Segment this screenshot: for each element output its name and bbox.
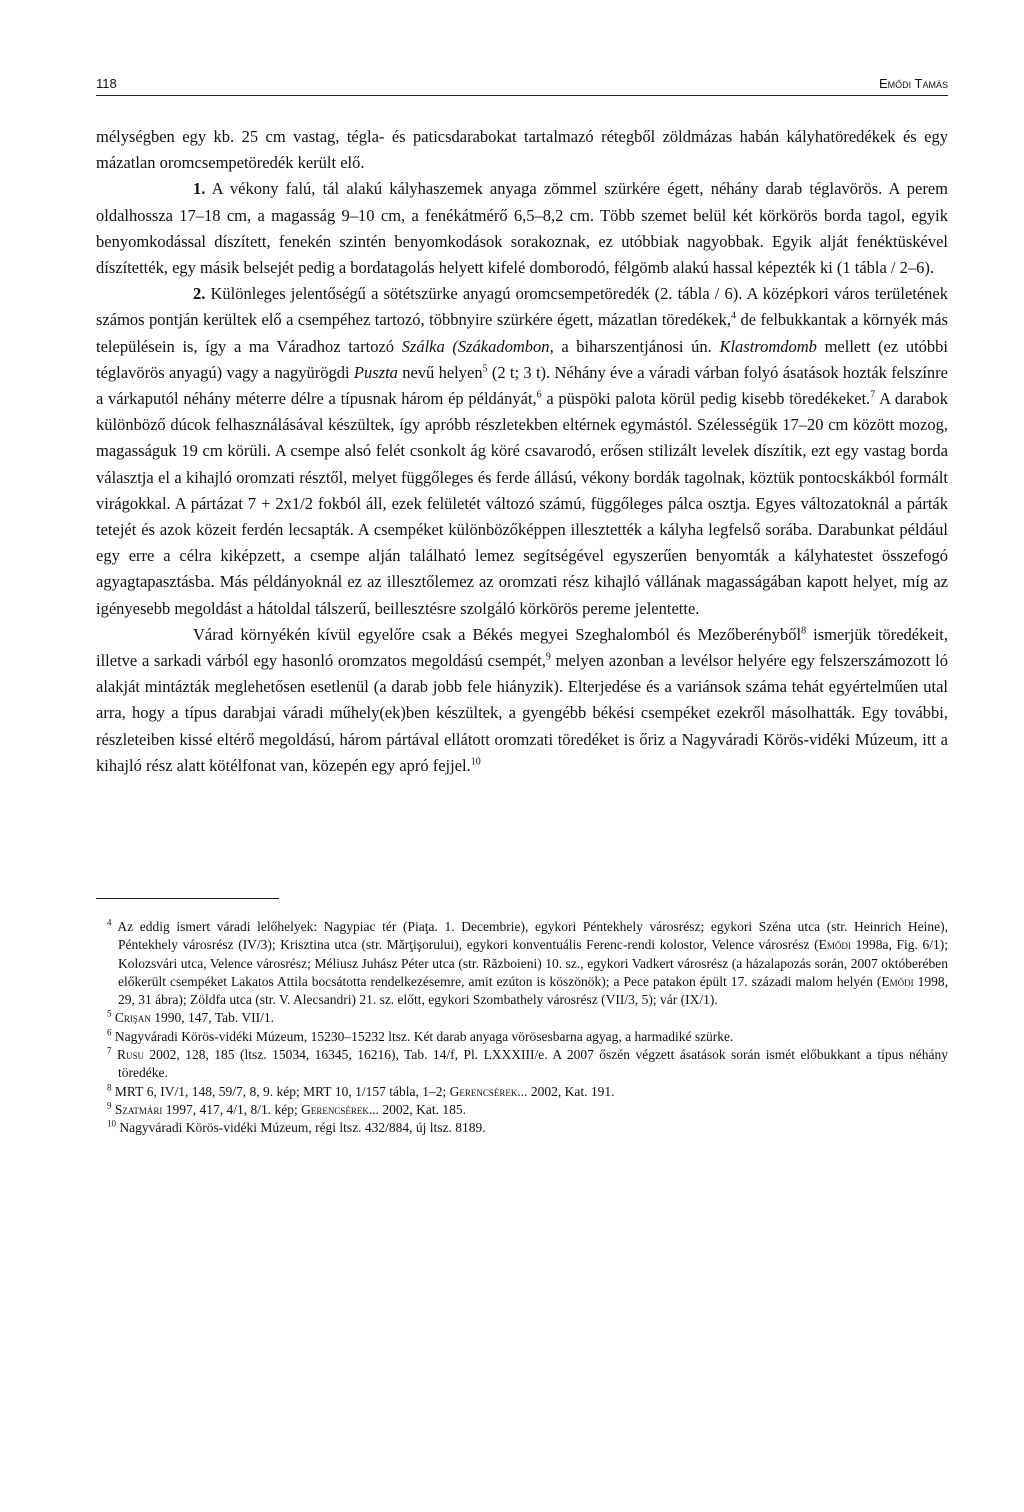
footnote-7 xyxy=(96,1046,948,1083)
page-number: 118 xyxy=(96,76,117,91)
footnote-ref-8: 8 xyxy=(801,625,807,637)
author-name: Emődi xyxy=(881,973,914,989)
paragraph-1-text: mélységben egy kb. 25 cm vastag, tégla- és paticsdarabokat tartalmazó rétegből zöldmázas habán kályhatöredékek és egy mázatlan oromcsempetöredék került elő. xyxy=(96,127,948,173)
p3-text-b: de felbukkantak a környék más településein is, így a ma Váradhoz tartozó xyxy=(96,310,948,356)
paragraph-2 xyxy=(96,176,948,281)
footnote-ref-6: 6 xyxy=(536,389,542,401)
footnote-number: 4 xyxy=(107,917,112,928)
p3-text-c: , a biharszentjánosi ún. xyxy=(549,336,720,356)
footnote-text: ... 2002, Kat. 185. xyxy=(368,1101,467,1117)
footnote-text: 2002, 128, 185 (ltsz. 15034, 16345, 16216), Tab. 14/f, Pl. LXXXIII/e. A 2007 őszén végzett ásatások során ismét előbukkant a típus néhány töredéke. xyxy=(118,1047,949,1081)
place-name-puszta: Puszta xyxy=(353,362,398,382)
footnotes xyxy=(96,918,948,1138)
footnote-text: 1998, 29, 31 ábra); Zöldfa utca (str. V. Alecsandri) 21. sz. előtt, egykori Szombathely városrész (VII/3, 5); vár (IX/1). xyxy=(118,973,948,1008)
footnote-ref-10: 10 xyxy=(470,756,481,768)
footnote-number: 9 xyxy=(107,1100,112,1111)
author-name: Szatmári xyxy=(114,1101,163,1117)
p3-text-h: A darabok különböző dúcok felhasználásával készültek, így apróbb részletekben eltérnek egymástól. Szélességük 17–20 cm között mozog, magasságuk 19 cm körüli. A csempe alsó felét csonkolt ág köré csavarodó, erősen stilizált levelek díszítik, ezt egy vastag borda választja el a kihajló oromzati résztől, melyet függőleges és ferde állású, vékony bordák tagolnak, köztük pontocskákból formált virágokkal. A pártázat 7 + 2x1/2 fokból áll, ezek felületét változó számú, függőleges pálca osztja. Egyes változatoknál a párták tetejét és azok közeit ferdén lecsapták. A csempéket különbözőképpen illesztették a kályha legfelső sorába. Darabunkat például egy erre a célra kiképzett, a csempe alján található lemez segítségével egyszerűen benyomták a kályhatestet összefogó agyagtapasztásba. Más példányoknál ez az illesztőlemez az oromzati rész kihajló vállának magasságában kapott helyet, míg az igényesebb megoldást a hátoldal tálszerű, beillesztésre szolgáló körkörös pereme jelentette. xyxy=(96,389,948,618)
p3-text-a: Különleges jelentőségű a sötétszürke anyagú oromcsempetöredék (2. tábla / 6). A középkori város területének számos pontján kerültek elő a csempéhez tartozó, többnyire szürkére égett, mázatlan töredékek, xyxy=(96,284,948,330)
header-rule xyxy=(96,95,948,96)
running-head-author: Emődi Tamás xyxy=(879,76,948,91)
footnote-ref-4: 4 xyxy=(731,310,737,322)
footnote-5 xyxy=(96,1009,948,1027)
footnote-text: Az eddig ismert váradi lelőhelyek: Nagypiac tér (Piaţa. 1. Decembrie), egykori Péntekhely városrész; egykori Széna utca (str. Heinrich Heine), Péntekhely városrész (IV/3); Krisztina utca (str. Mărţişorului), egykori konventuális Ferenc-rendi kolostor, Velence városrész ( xyxy=(111,919,948,953)
footnote-text: 1998a, Fig. 6/1); Kolozsvári utca, Velence városrész; Méliusz Juhász Péter utca (str. Războieni) 10. sz., egykori Vadkert városrész (a házalapozás során, 2007 októberében előkerült csempéket Lakatos Attila bocsátotta rendelkezésemre, amit ezúton is köszönök); a Pece patakon épült 17. századi malom helyén ( xyxy=(118,937,949,989)
p4-text-a: Várad környékén kívül egyelőre csak a Békés megyei Szeghalomból és Mezőberényből xyxy=(193,624,802,644)
source-abbrev: MRT xyxy=(114,1083,144,1099)
footnote-number: 7 xyxy=(107,1045,112,1056)
footnote-text: 1997, 417, 4/1, 8/1. kép; xyxy=(162,1101,302,1117)
footnote-ref-7: 7 xyxy=(870,389,876,401)
paragraph-3 xyxy=(96,281,948,622)
footnote-rule xyxy=(96,898,279,899)
footnote-text: 1990, 147, Tab. VII/1. xyxy=(150,1010,274,1026)
paragraph-4 xyxy=(96,622,948,779)
p4-text-b: ismerjük töredékeit, illetve a sarkadi várból egy hasonló oromzatos megoldású csempét, xyxy=(96,624,948,671)
footnote-text: 10, 1/157 tábla, 1–2; xyxy=(331,1083,450,1099)
footnote-number: 5 xyxy=(107,1008,112,1019)
main-text xyxy=(96,124,948,779)
footnote-8 xyxy=(96,1083,948,1101)
p4-text-c: melyen azonban a levélsor helyére egy felszerszámozott ló alakját mintázták meglehetősen esetlenül (a darab jobb fele hiányzik). Elterjedése és a variánsok száma tehát egyértelműen utal arra, hogy a típus darabjai váradi műhely(ek)ben készültek, a gyengébb békési csempéket ezekről másolhatták. Egy további, részleteiben kissé eltérő megoldású, három pártával ellátott oromzati töredéket is őriz a Nagyváradi Körös-vidéki Múzeum, itt a kihajló rész alatt kötélfonat van, közepén egy apró fejjel. xyxy=(96,651,948,775)
paragraph-2-text: A vékony falú, tál alakú kályhaszemek anyaga zömmel szürkére égett, néhány darab téglavörös. A perem oldalhossza 17–18 cm, a magasság 9–10 cm, a fenékátmérő 6,5–8,2 cm. Több szemet belül két körkörös borda tagol, egyik benyomkodással díszített, fenekén szintén benyomkodások sorakoznak, ez utóbbiak nagyobbak. Egyik alját fenéktüskével díszítették, egy másik belsejét pedig a bordatagolás helyett kifelé domborodó, félgömb alakú hassal képezték ki (1 tábla / 2–6). xyxy=(96,179,948,278)
footnote-9 xyxy=(96,1101,948,1119)
footnote-number: 6 xyxy=(107,1027,112,1038)
p3-text-e: nevű helyen xyxy=(397,362,483,382)
running-header xyxy=(96,76,948,91)
footnote-4 xyxy=(96,918,948,1009)
p3-text-d: mellett (ez utóbbi téglavörös anyagú) vagy a nagyürögdi xyxy=(96,336,949,382)
footnote-number: 10 xyxy=(107,1118,116,1129)
footnote-text: 6, IV/1, 148, 59/7, 8, 9. kép; xyxy=(143,1083,304,1099)
footnote-6 xyxy=(96,1028,948,1046)
item-2-label: 2. xyxy=(193,284,206,304)
source-abbrev: MRT xyxy=(303,1083,332,1099)
item-1-label: 1. xyxy=(193,179,206,199)
footnote-number: 8 xyxy=(107,1082,112,1093)
p3-text-f: (2 t; 3 t). Néhány éve a váradi várban folyó ásatások hozták felszínre a várkaputól néhány méterre délre a típusnak három ép példányát, xyxy=(96,362,948,409)
author-name: Crişan xyxy=(114,1010,151,1026)
footnote-10 xyxy=(96,1119,948,1137)
footnote-text: ... 2002, Kat. 191. xyxy=(517,1083,615,1099)
author-name: Gerencsérek xyxy=(449,1083,518,1099)
author-name: Rusu xyxy=(116,1047,144,1063)
author-name: Emődi xyxy=(818,937,851,953)
p3-text-g: a püspöki palota körül pedig kisebb töredékeket. xyxy=(541,389,871,409)
footnote-text: Nagyváradi Körös-vidéki Múzeum, régi ltsz. 432/884, új ltsz. 8189. xyxy=(116,1120,486,1136)
place-name-klastromdomb: Klastromdomb xyxy=(719,336,817,356)
footnote-ref-5: 5 xyxy=(482,363,488,375)
footnote-text: Nagyváradi Körös-vidéki Múzeum, 15230–15232 ltsz. Két darab anyaga vörösesbarna agyag, a harmadiké szürke. xyxy=(111,1028,734,1044)
footnote-ref-9: 9 xyxy=(545,651,551,663)
author-name: Gerencsérek xyxy=(301,1101,369,1117)
paragraph-1 xyxy=(96,124,948,176)
place-name-szalka: Szálka (Szákadombon xyxy=(401,336,550,356)
